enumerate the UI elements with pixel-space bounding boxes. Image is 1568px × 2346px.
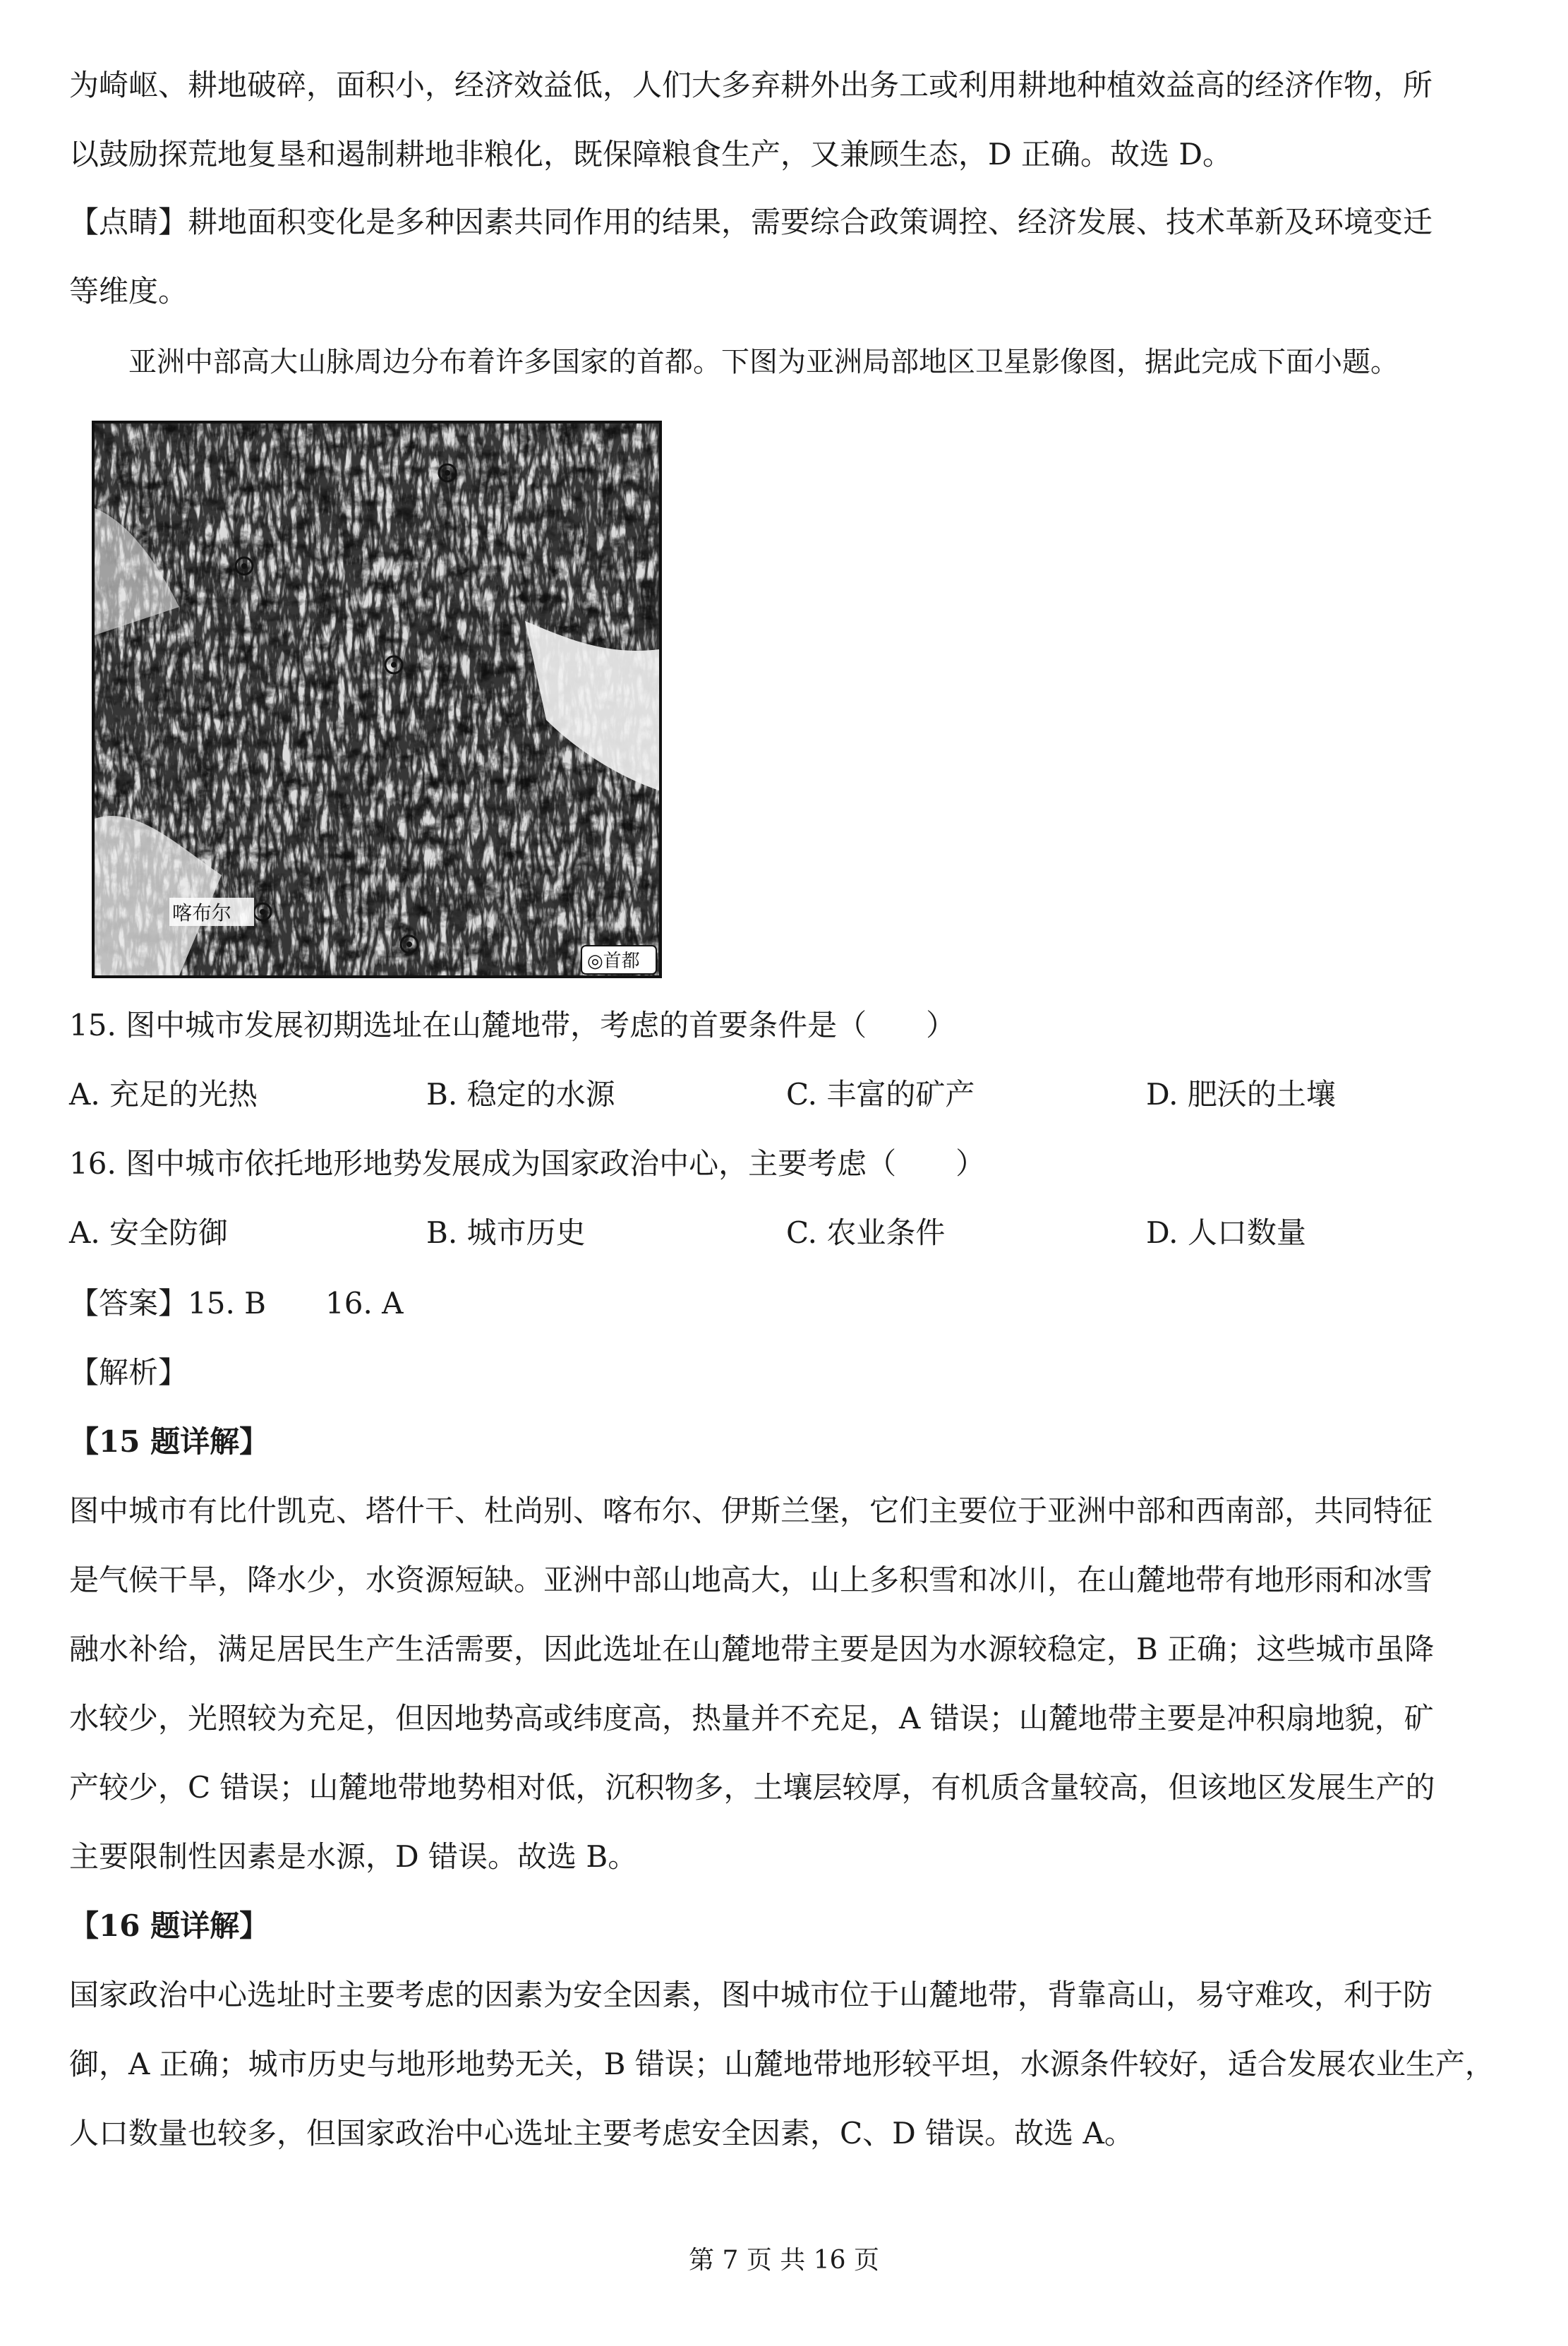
paragraph-line: 以鼓励探荒地复垦和遏制耕地非粮化，既保障粮食生产，又兼顾生态，D 正确。故选 D。 — [69, 137, 1233, 172]
q15-option-b: B. 稳定的水源 — [426, 1077, 615, 1112]
dianjing-line: 等维度。 — [69, 274, 188, 308]
satellite-map — [92, 421, 662, 978]
detail-15-heading: 【15 题详解】 — [69, 1424, 270, 1459]
detail-15-line: 水较少，光照较为充足，但因地势高或纬度高，热量并不充足，A 错误；山麓地带主要是冲积扇地貌，矿 — [69, 1701, 1434, 1736]
satellite-map-image — [95, 423, 659, 975]
detail-15-line: 融水补给，满足居民生产生活需要，因此选址在山麓地带主要是因为水源较稳定，B 正确；这些城市虽降 — [69, 1632, 1435, 1666]
question-15-stem: 15. 图中城市发展初期选址在山麓地带，考虑的首要条件是（ ） — [69, 1008, 956, 1042]
detail-15-line: 是气候干旱，降水少，水资源短缺。亚洲中部山地高大，山上多积雪和冰川，在山麓地带有地形雨和冰雪 — [69, 1563, 1433, 1597]
page-footer: 第 7 页 共 16 页 — [689, 2246, 879, 2275]
q15-option-c: C. 丰富的矿产 — [786, 1077, 975, 1112]
q15-option-a: A. 充足的光热 — [69, 1077, 258, 1112]
detail-16-line: 御，A 正确；城市历史与地形地势无关，B 错误；山麓地带地形较平坦，水源条件较好，适合发展农业生产， — [69, 2047, 1495, 2081]
dianjing-line: 【点睛】耕地面积变化是多种因素共同作用的结果，需要综合政策调控、经济发展、技术革新及环境变迁 — [69, 205, 1433, 239]
detail-15-line: 图中城市有比什凯克、塔什干、杜尚别、喀布尔、伊斯兰堡，它们主要位于亚洲中部和西南部，共同特征 — [69, 1493, 1433, 1528]
detail-15-line: 主要限制性因素是水源，D 错误。故选 B。 — [69, 1839, 638, 1874]
map-legend: ◎首都 — [587, 951, 640, 972]
answer-line: 【答案】15. B 16. A — [69, 1286, 404, 1321]
paragraph-line: 为崎岖、耕地破碎，面积小，经济效益低，人们大多弃耕外出务工或利用耕地种植效益高的经济作物，所 — [69, 68, 1433, 102]
q16-option-c: C. 农业条件 — [786, 1215, 946, 1250]
map-city-label: 喀布尔 — [172, 901, 232, 925]
detail-16-heading: 【16 题详解】 — [69, 1908, 270, 1943]
q16-option-b: B. 城市历史 — [426, 1215, 586, 1250]
q16-option-a: A. 安全防御 — [69, 1215, 229, 1250]
question-16-stem: 16. 图中城市依托地形地势发展成为国家政治中心，主要考虑（ ） — [69, 1146, 986, 1181]
detail-16-line: 国家政治中心选址时主要考虑的因素为安全因素，图中城市位于山麓地带，背靠高山，易守难攻，利于防 — [69, 1978, 1433, 2012]
analysis-heading: 【解析】 — [69, 1355, 188, 1390]
detail-16-line: 人口数量也较多，但国家政治中心选址主要考虑安全因素，C、D 错误。故选 A。 — [69, 2116, 1134, 2150]
question-intro: 亚洲中部高大山脉周边分布着许多国家的首都。下图为亚洲局部地区卫星影像图，据此完成下面小题。 — [128, 346, 1399, 378]
q15-option-d: D. 肥沃的土壤 — [1146, 1077, 1336, 1112]
detail-15-line: 产较少，C 错误；山麓地带地势相对低，沉积物多，土壤层较厚，有机质含量较高，但该地区发展生产的 — [69, 1770, 1435, 1805]
q16-option-d: D. 人口数量 — [1146, 1215, 1306, 1250]
